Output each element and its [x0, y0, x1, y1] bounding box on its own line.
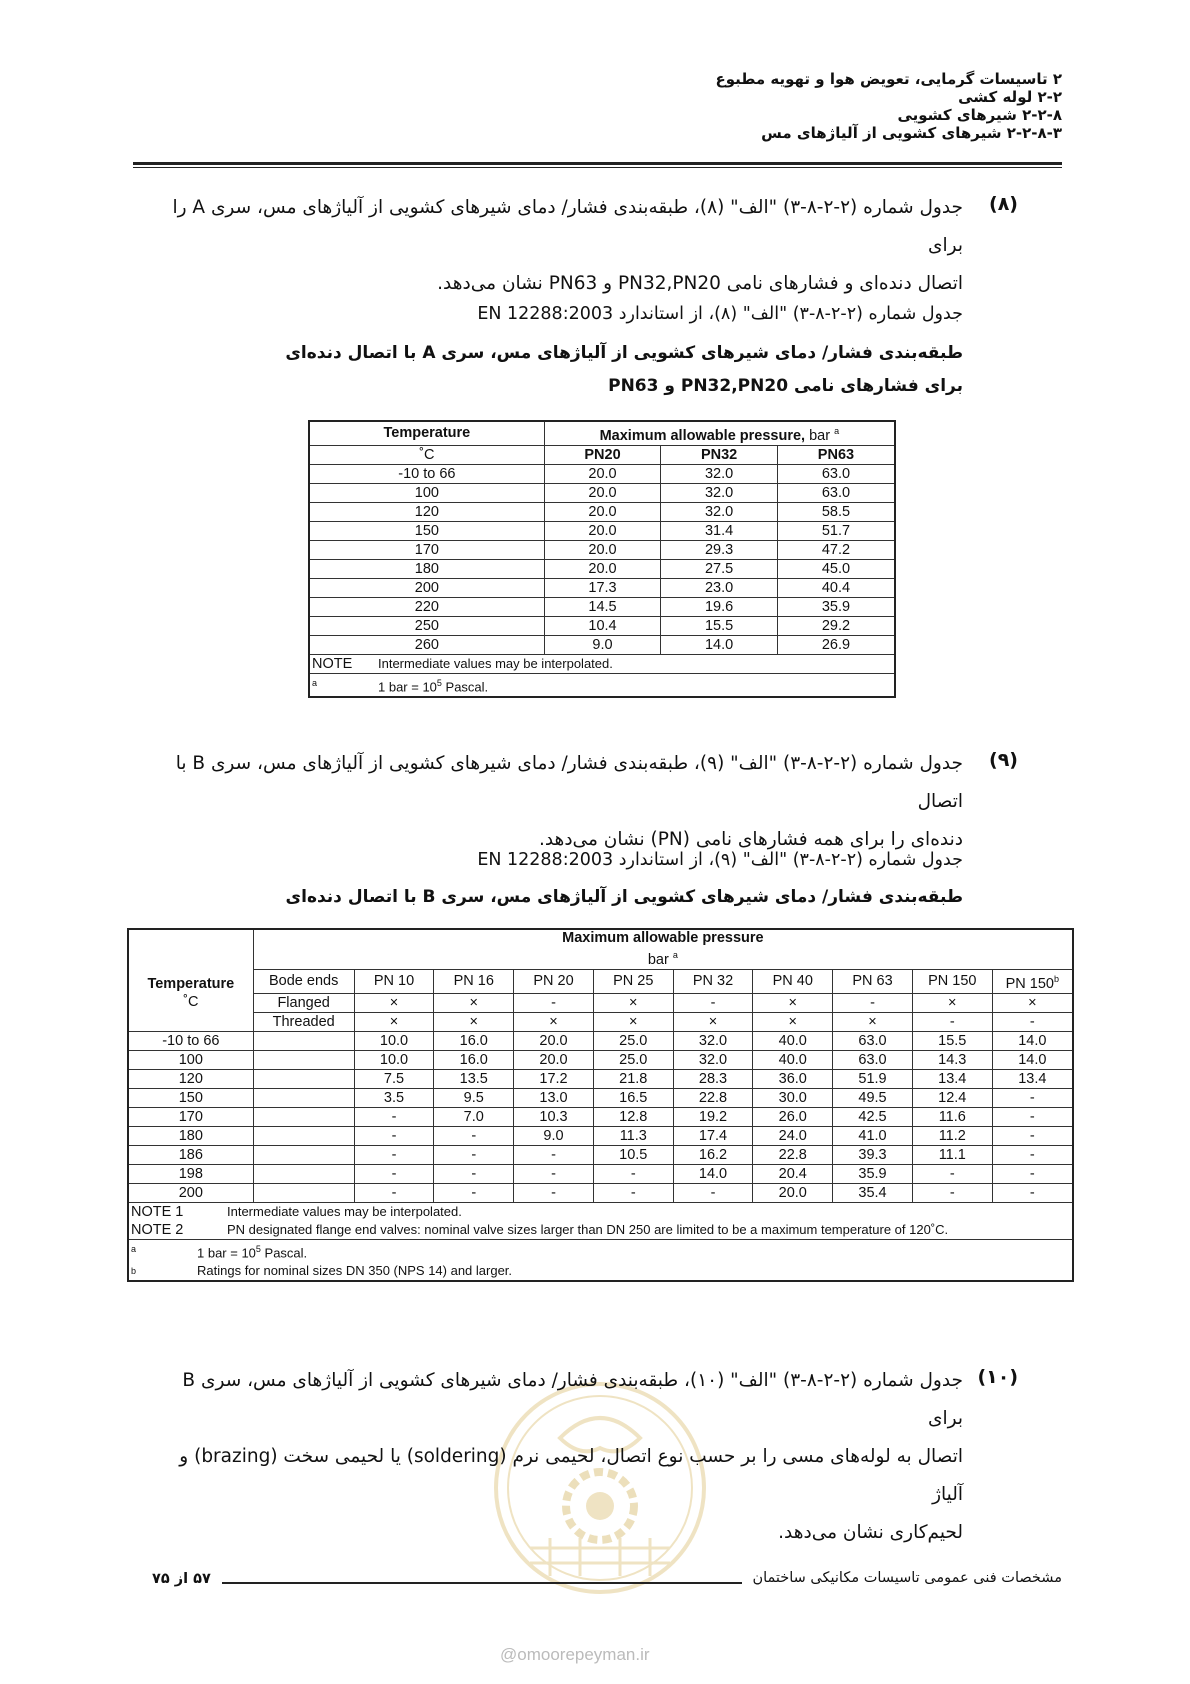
pressure-cell: 20.0	[544, 559, 661, 578]
pressure-cell: 32.0	[661, 502, 778, 521]
para8-text	[133, 189, 963, 303]
pressure-cell: 22.8	[673, 1088, 753, 1107]
header-rule-thin	[133, 167, 1062, 168]
table-footnote-a: a 1 bar = $10^5$ Pascal.	[309, 673, 895, 697]
temperature-cell: 260	[309, 635, 544, 654]
para9-number: (۹)	[989, 749, 1018, 771]
table-row	[309, 521, 895, 540]
para8-line2: اتصال دنده‌ای و فشارهای نامی PN32,PN20 و PN63 نشان می‌دهد.	[437, 273, 963, 294]
pressure-cell: 16.0	[434, 1031, 514, 1050]
pressure-cell: -	[434, 1126, 514, 1145]
pressure-cell: 11.1	[912, 1145, 992, 1164]
pressure-cell: -	[434, 1164, 514, 1183]
empty-cell	[253, 1145, 354, 1164]
flanged-mark: -	[833, 993, 913, 1012]
pressure-cell: 24.0	[753, 1126, 833, 1145]
table-footnote-a: a 1 bar = $10^5$ Pascal.	[128, 1239, 1073, 1262]
pressure-cell: 41.0	[833, 1126, 913, 1145]
pressure-cell: 20.0	[544, 483, 661, 502]
table-row	[309, 616, 895, 635]
table-row	[128, 1183, 1073, 1202]
column-header: PN 20	[514, 969, 594, 993]
pressure-cell: -	[992, 1126, 1073, 1145]
pressure-cell: 20.0	[544, 464, 661, 483]
header-line-1: ۲ تاسیسات گرمایی، تعویض هوا و تهویه مطبوع	[715, 70, 1062, 88]
pressure-cell: 32.0	[661, 483, 778, 502]
pressure-cell: 16.5	[593, 1088, 673, 1107]
table8-title-line2: برای فشارهای نامی PN32,PN20 و PN63	[608, 376, 963, 396]
pressure-cell: -	[354, 1164, 434, 1183]
pressure-cell: 14.5	[544, 597, 661, 616]
pressure-cell: 63.0	[777, 483, 895, 502]
pressure-cell: -	[673, 1183, 753, 1202]
para8-number: (۸)	[989, 193, 1018, 215]
temperature-cell: 100	[309, 483, 544, 502]
pressure-cell: -	[992, 1088, 1073, 1107]
column-header: PN32	[661, 445, 778, 464]
pressure-cell: 15.5	[912, 1031, 992, 1050]
footer-rule	[222, 1582, 742, 1584]
empty-cell	[253, 1164, 354, 1183]
pressure-cell: -	[354, 1126, 434, 1145]
pressure-cell: -	[593, 1164, 673, 1183]
threaded-mark: ×	[673, 1012, 753, 1031]
table9-reference: جدول شماره (۲-۲-۸-۳) "الف" (۹)، از استاندارد EN 12288:2003	[477, 850, 963, 870]
pressure-cell: 15.5	[661, 616, 778, 635]
threaded-mark: -	[912, 1012, 992, 1031]
pressure-cell: 40.4	[777, 578, 895, 597]
pressure-cell: -	[354, 1107, 434, 1126]
flanged-mark: -	[514, 993, 594, 1012]
header-line-2: ۲-۲ لوله کشی	[958, 88, 1062, 106]
pressure-cell: 13.4	[912, 1069, 992, 1088]
pressure-cell: 11.3	[593, 1126, 673, 1145]
empty-cell	[253, 1107, 354, 1126]
flanged-mark: ×	[753, 993, 833, 1012]
pressure-cell: 10.0	[354, 1031, 434, 1050]
pressure-cell: 13.5	[434, 1069, 514, 1088]
table-row	[309, 464, 895, 483]
pressure-cell: 16.2	[673, 1145, 753, 1164]
pressure-cell: 9.0	[544, 635, 661, 654]
column-header-row	[309, 445, 895, 464]
para10-line2: اتصال به لوله‌های مسی را بر حسب نوع اتصال، لحیمی نرم (soldering) یا لحیمی سخت (brazing) و آلیاژ	[179, 1446, 963, 1505]
header-line-3: ۲-۲-۸ شیرهای کشویی	[897, 106, 1062, 124]
pressure-cell: 20.0	[544, 521, 661, 540]
pressure-cell: 7.5	[354, 1069, 434, 1088]
pressure-cell: 10.5	[593, 1145, 673, 1164]
pressure-cell: 31.4	[661, 521, 778, 540]
temperature-cell: 200	[309, 578, 544, 597]
pressure-cell: 20.0	[753, 1183, 833, 1202]
pressure-header: Maximum allowable pressure bar $^a$	[253, 929, 1073, 969]
pressure-cell: 14.3	[912, 1050, 992, 1069]
table8-reference: جدول شماره (۲-۲-۸-۳) "الف" (۸)، از استاندارد EN 12288:2003	[477, 304, 963, 324]
pressure-cell: 22.8	[753, 1145, 833, 1164]
temperature-cell: 180	[128, 1126, 253, 1145]
pressure-cell: 21.8	[593, 1069, 673, 1088]
temp-unit: ˚C	[309, 445, 544, 464]
table-row	[128, 1088, 1073, 1107]
pressure-cell: 17.3	[544, 578, 661, 597]
pressure-cell: 10.3	[514, 1107, 594, 1126]
flanged-mark: ×	[992, 993, 1073, 1012]
pressure-cell: 29.2	[777, 616, 895, 635]
table-note-2: NOTE 2 PN designated flange end valves: nominal valve sizes larger than DN 250 are limited to be a maximum temperature of 120˚C.	[128, 1221, 1073, 1240]
pressure-cell: 25.0	[593, 1050, 673, 1069]
pressure-cell: 20.0	[514, 1031, 594, 1050]
temperature-cell: 150	[309, 521, 544, 540]
pressure-cell: 35.9	[777, 597, 895, 616]
column-header: PN20	[544, 445, 661, 464]
column-header-row	[128, 969, 1073, 993]
flanged-mark: ×	[354, 993, 434, 1012]
column-header: PN 32	[673, 969, 753, 993]
footer-title: مشخصات فنی عمومی تاسیسات مکانیکی ساختمان	[752, 1570, 1062, 1586]
table-row	[309, 559, 895, 578]
threaded-mark: -	[992, 1012, 1073, 1031]
pressure-cell: 9.5	[434, 1088, 514, 1107]
threaded-mark: ×	[593, 1012, 673, 1031]
section-header	[715, 70, 1062, 142]
pressure-cell: 29.3	[661, 540, 778, 559]
pressure-cell: 10.0	[354, 1050, 434, 1069]
table-row	[128, 1126, 1073, 1145]
pressure-cell: 19.6	[661, 597, 778, 616]
pressure-table-series-a	[308, 420, 896, 698]
table-row	[309, 483, 895, 502]
pressure-cell: 14.0	[992, 1031, 1073, 1050]
pressure-cell: 25.0	[593, 1031, 673, 1050]
column-header: PN 150	[912, 969, 992, 993]
empty-cell	[253, 1050, 354, 1069]
pressure-cell: 36.0	[753, 1069, 833, 1088]
para10-line1: جدول شماره (۲-۲-۸-۳) "الف" (۱۰)، طبقه‌بندی فشار/ دمای شیرهای کشویی از آلیاژهای مس، سری B برای	[182, 1370, 963, 1429]
pressure-cell: 51.9	[833, 1069, 913, 1088]
pressure-header: Maximum allowable pressure, bar $^a$	[544, 421, 895, 445]
pressure-cell: 26.0	[753, 1107, 833, 1126]
pressure-cell: -	[514, 1183, 594, 1202]
flanged-label: Flanged	[253, 993, 354, 1012]
threaded-row	[128, 1012, 1073, 1031]
empty-cell	[253, 1088, 354, 1107]
table-note-1: NOTE 1 Intermediate values may be interpolated.	[128, 1202, 1073, 1221]
pressure-cell: 9.0	[514, 1126, 594, 1145]
watermark-url: @omoorepeyman.ir	[500, 1645, 650, 1664]
temp-header: Temperature	[309, 421, 544, 445]
pressure-cell: 63.0	[777, 464, 895, 483]
para9-text	[133, 745, 963, 859]
temperature-cell: 186	[128, 1145, 253, 1164]
pressure-cell: 14.0	[673, 1164, 753, 1183]
flanged-mark: ×	[912, 993, 992, 1012]
pressure-cell: 11.6	[912, 1107, 992, 1126]
column-header: PN 16	[434, 969, 514, 993]
table8-title-line1: طبقه‌بندی فشار/ دمای شیرهای کشویی از آلیاژهای مس، سری A با اتصال دنده‌ای	[285, 343, 963, 363]
table-row	[128, 1164, 1073, 1183]
empty-cell	[253, 1126, 354, 1145]
pressure-cell: 32.0	[661, 464, 778, 483]
pressure-cell: 47.2	[777, 540, 895, 559]
pressure-cell: 20.0	[544, 502, 661, 521]
flanged-mark: ×	[593, 993, 673, 1012]
column-header: PN 40	[753, 969, 833, 993]
pressure-cell: 11.2	[912, 1126, 992, 1145]
para10-line3: لحیم‌کاری نشان می‌دهد.	[778, 1522, 963, 1543]
table-footnote-b: b Ratings for nominal sizes DN 350 (NPS 14) and larger.	[128, 1262, 1073, 1281]
pressure-cell: 35.9	[833, 1164, 913, 1183]
temperature-cell: -10 to 66	[128, 1031, 253, 1050]
pressure-cell: 12.4	[912, 1088, 992, 1107]
pressure-cell: 3.5	[354, 1088, 434, 1107]
pressure-cell: 17.2	[514, 1069, 594, 1088]
pressure-cell: 20.0	[544, 540, 661, 559]
empty-cell	[253, 1183, 354, 1202]
temp-header: Temperature	[128, 929, 253, 993]
pressure-cell: -	[992, 1107, 1073, 1126]
temperature-cell: 250	[309, 616, 544, 635]
temperature-cell: -10 to 66	[309, 464, 544, 483]
pressure-cell: 12.8	[593, 1107, 673, 1126]
column-header: PN 25	[593, 969, 673, 993]
pressure-cell: -	[514, 1145, 594, 1164]
table-row	[309, 540, 895, 559]
temperature-cell: 120	[128, 1069, 253, 1088]
pressure-cell: -	[434, 1145, 514, 1164]
temp-unit: ˚C	[128, 993, 253, 1031]
pressure-cell: 63.0	[833, 1050, 913, 1069]
column-header: PN 10	[354, 969, 434, 993]
table-row	[128, 1069, 1073, 1088]
threaded-mark: ×	[753, 1012, 833, 1031]
pressure-cell: -	[912, 1183, 992, 1202]
empty-cell	[253, 1069, 354, 1088]
pressure-cell: 35.4	[833, 1183, 913, 1202]
table-row	[309, 578, 895, 597]
pressure-cell: -	[354, 1145, 434, 1164]
pressure-cell: -	[992, 1164, 1073, 1183]
temperature-cell: 150	[128, 1088, 253, 1107]
bode-ends-label: Bode ends	[253, 969, 354, 993]
para10-text	[163, 1362, 963, 1552]
pressure-cell: 39.3	[833, 1145, 913, 1164]
table-row	[128, 1031, 1073, 1050]
pressure-cell: 16.0	[434, 1050, 514, 1069]
column-header: PN 63	[833, 969, 913, 993]
threaded-mark: ×	[434, 1012, 514, 1031]
column-header: PN63	[777, 445, 895, 464]
pressure-cell: -	[354, 1183, 434, 1202]
pressure-cell: 30.0	[753, 1088, 833, 1107]
pressure-cell: 40.0	[753, 1050, 833, 1069]
pressure-cell: 42.5	[833, 1107, 913, 1126]
para10-number: (۱۰)	[977, 1366, 1018, 1388]
temperature-cell: 180	[309, 559, 544, 578]
pressure-cell: 20.4	[753, 1164, 833, 1183]
pressure-cell: 45.0	[777, 559, 895, 578]
temperature-cell: 100	[128, 1050, 253, 1069]
pressure-cell: 13.4	[992, 1069, 1073, 1088]
para8-line1: جدول شماره (۲-۲-۸-۳) "الف" (۸)، طبقه‌بندی فشار/ دمای شیرهای کشویی از آلیاژهای مس، سری A را برای	[172, 197, 963, 256]
pressure-cell: 28.3	[673, 1069, 753, 1088]
pressure-cell: -	[992, 1145, 1073, 1164]
para9-line1: جدول شماره (۲-۲-۸-۳) "الف" (۹)، طبقه‌بندی فشار/ دمای شیرهای کشویی از آلیاژهای مس، سری B با اتصال	[175, 753, 963, 812]
temperature-cell: 170	[309, 540, 544, 559]
pressure-cell: 23.0	[661, 578, 778, 597]
pressure-cell: 49.5	[833, 1088, 913, 1107]
table-row	[309, 502, 895, 521]
pressure-cell: 14.0	[992, 1050, 1073, 1069]
pressure-cell: -	[912, 1164, 992, 1183]
pressure-cell: 20.0	[514, 1050, 594, 1069]
table9-title-line1: طبقه‌بندی فشار/ دمای شیرهای کشویی از آلیاژهای مس، سری B با اتصال دنده‌ای	[285, 887, 963, 907]
pressure-cell: 63.0	[833, 1031, 913, 1050]
pressure-cell: 10.4	[544, 616, 661, 635]
flanged-row	[128, 993, 1073, 1012]
flanged-mark: -	[673, 993, 753, 1012]
table-row	[309, 635, 895, 654]
pressure-cell: 13.0	[514, 1088, 594, 1107]
temperature-cell: 198	[128, 1164, 253, 1183]
temperature-cell: 200	[128, 1183, 253, 1202]
temperature-cell: 170	[128, 1107, 253, 1126]
threaded-mark: ×	[354, 1012, 434, 1031]
temperature-cell: 120	[309, 502, 544, 521]
table-row	[128, 1107, 1073, 1126]
pressure-cell: 32.0	[673, 1050, 753, 1069]
pressure-cell: -	[992, 1183, 1073, 1202]
pressure-cell: 26.9	[777, 635, 895, 654]
threaded-mark: ×	[833, 1012, 913, 1031]
pressure-cell: -	[514, 1164, 594, 1183]
temperature-cell: 220	[309, 597, 544, 616]
table-row	[128, 1145, 1073, 1164]
pressure-cell: 32.0	[673, 1031, 753, 1050]
pressure-table-series-b	[127, 928, 1074, 1282]
column-header: PN 150$^b$	[992, 969, 1073, 993]
pressure-cell: 14.0	[661, 635, 778, 654]
page-number: ۵۷ از ۷۵	[152, 1571, 211, 1587]
pressure-cell: 40.0	[753, 1031, 833, 1050]
empty-cell	[253, 1031, 354, 1050]
pressure-cell: 7.0	[434, 1107, 514, 1126]
pressure-cell: 51.7	[777, 521, 895, 540]
para9-line2: دنده‌ای را برای همه فشارهای نامی (PN) نشان می‌دهد.	[538, 829, 963, 850]
pressure-cell: 19.2	[673, 1107, 753, 1126]
flanged-mark: ×	[434, 993, 514, 1012]
table-note: NOTE Intermediate values may be interpolated.	[309, 654, 895, 673]
pressure-cell: -	[434, 1183, 514, 1202]
pressure-cell: -	[593, 1183, 673, 1202]
pressure-cell: 27.5	[661, 559, 778, 578]
table-row	[128, 1050, 1073, 1069]
threaded-label: Threaded	[253, 1012, 354, 1031]
header-line-4: ۲-۲-۸-۳ شیرهای کشویی از آلیاژهای مس	[761, 124, 1062, 142]
table-row	[309, 597, 895, 616]
pressure-cell: 17.4	[673, 1126, 753, 1145]
threaded-mark: ×	[514, 1012, 594, 1031]
pressure-cell: 58.5	[777, 502, 895, 521]
header-rule-thick	[133, 162, 1062, 165]
